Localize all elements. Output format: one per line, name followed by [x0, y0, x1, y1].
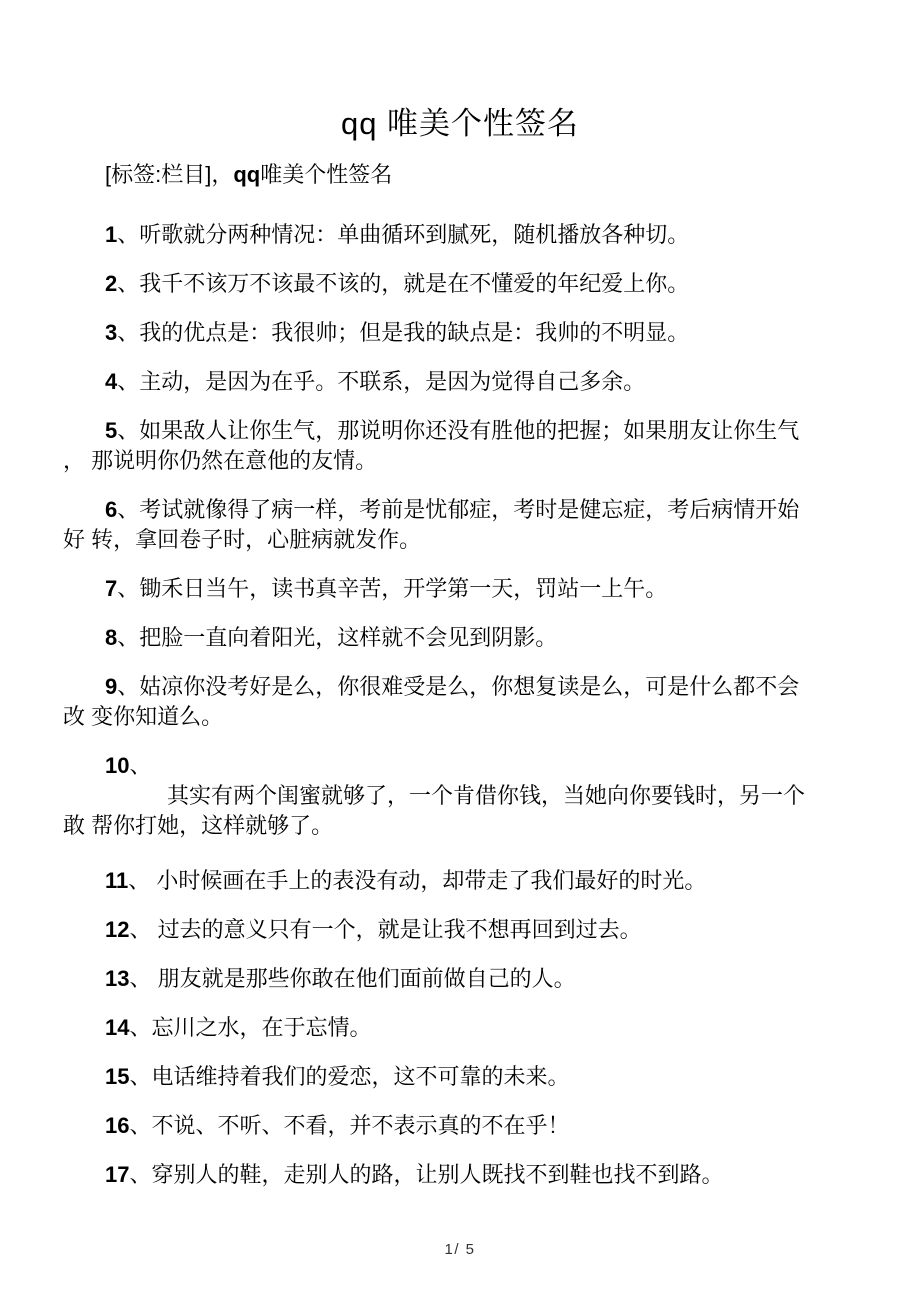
- signature-line: 4、主动，是因为在乎。不联系，是因为觉得自己多余。: [105, 369, 646, 394]
- signature-line: 3、我的优点是：我很帅；但是我的缺点是：我帅的不明显。: [105, 320, 690, 345]
- signature-line: ， 那说明你仍然在意他的友情。: [63, 448, 378, 473]
- signature-item: [63, 416, 857, 476]
- item-number: 2: [105, 271, 118, 296]
- signature-line: 9、姑凉你没考好是么，你很难受是么，你想复读是么，可是什么都不会: [105, 674, 800, 699]
- signature-item: [63, 1013, 857, 1043]
- item-number: 1: [105, 222, 118, 247]
- signature-item: [63, 495, 857, 555]
- tag-line-prefix: [标签:栏目]，: [105, 162, 234, 187]
- signature-item: [63, 220, 857, 250]
- signature-line: 5、如果敌人让你生气，那说明你还没有胜他的把握；如果朋友让你生气: [105, 418, 800, 443]
- signature-line: 1、听歌就分两种情况：单曲循环到腻死，随机播放各种切。: [105, 222, 690, 247]
- tag-line: [63, 160, 857, 190]
- signature-line: 好 转，拿回卷子时，心脏病就发作。: [63, 527, 422, 552]
- item-number: 11: [105, 868, 129, 893]
- signature-line: 15、电话维持着我们的爱恋，这不可靠的未来。: [105, 1064, 570, 1089]
- signature-item: [63, 623, 857, 653]
- item-number: 13: [105, 966, 130, 991]
- item-number: 6: [105, 497, 118, 522]
- signature-line: 敢 帮你打她，这样就够了。: [63, 813, 334, 838]
- item-number: 15: [105, 1064, 130, 1089]
- signature-line: 改 变你知道么。: [63, 704, 224, 729]
- signature-item: [63, 915, 857, 945]
- signature-line: 16、不说、不听、不看，并不表示真的不在乎！: [105, 1113, 570, 1138]
- signature-line: 11、 小时候画在手上的表没有动，却带走了我们最好的时光。: [105, 868, 707, 893]
- signature-item: [63, 964, 857, 994]
- signature-line: 10、: [105, 753, 152, 778]
- signature-line: 其实有两个闺蜜就够了，一个肯借你钱，当她向你要钱时，另一个: [167, 783, 806, 808]
- signature-line: 6、考试就像得了病一样，考前是忧郁症，考时是健忘症，考后病情开始: [105, 497, 800, 522]
- signature-item: [63, 866, 857, 896]
- item-number: 5: [105, 418, 118, 443]
- item-number: 7: [105, 576, 118, 601]
- signature-item: [63, 574, 857, 604]
- page-number-text: 1/ 5: [444, 1241, 476, 1258]
- item-number: 12: [105, 917, 130, 942]
- signature-item: [63, 367, 857, 397]
- signature-item: [63, 318, 857, 348]
- signature-line: 14、忘川之水，在于忘情。: [105, 1015, 372, 1040]
- signature-item: [63, 269, 857, 299]
- signature-line: 7、锄禾日当午，读书真辛苦，开学第一天，罚站一上午。: [105, 576, 668, 601]
- tag-line-bold-qq: qq: [233, 162, 261, 187]
- tag-line-suffix: 唯美个性签名: [260, 162, 393, 187]
- signature-line: 13、 朋友就是那些你敢在他们面前做自己的人。: [105, 966, 576, 991]
- item-number: 4: [105, 369, 118, 394]
- item-number: 9: [105, 674, 118, 699]
- item-number: 17: [105, 1162, 130, 1187]
- page-title: qq 唯美个性签名: [340, 106, 580, 141]
- item-number: 10: [105, 753, 130, 778]
- page-number: [0, 1240, 920, 1260]
- item-number: 14: [105, 1015, 130, 1040]
- signature-list: [63, 220, 857, 1190]
- signature-item: [63, 672, 857, 732]
- item-number: 3: [105, 320, 118, 345]
- signature-item: [63, 1062, 857, 1092]
- item-number: 16: [105, 1113, 130, 1138]
- signature-line: 2、我千不该万不该最不该的，就是在不懂爱的年纪爱上你。: [105, 271, 690, 296]
- signature-line: 12、 过去的意义只有一个，就是让我不想再回到过去。: [105, 917, 642, 942]
- item-number: 8: [105, 625, 118, 650]
- signature-line: 8、把脸一直向着阳光，这样就不会见到阴影。: [105, 625, 558, 650]
- signature-item: [63, 1111, 857, 1141]
- signature-item: [63, 751, 857, 841]
- signature-item: [63, 1160, 857, 1190]
- signature-line: 17、穿别人的鞋，走别人的路，让别人既找不到鞋也找不到路。: [105, 1162, 724, 1187]
